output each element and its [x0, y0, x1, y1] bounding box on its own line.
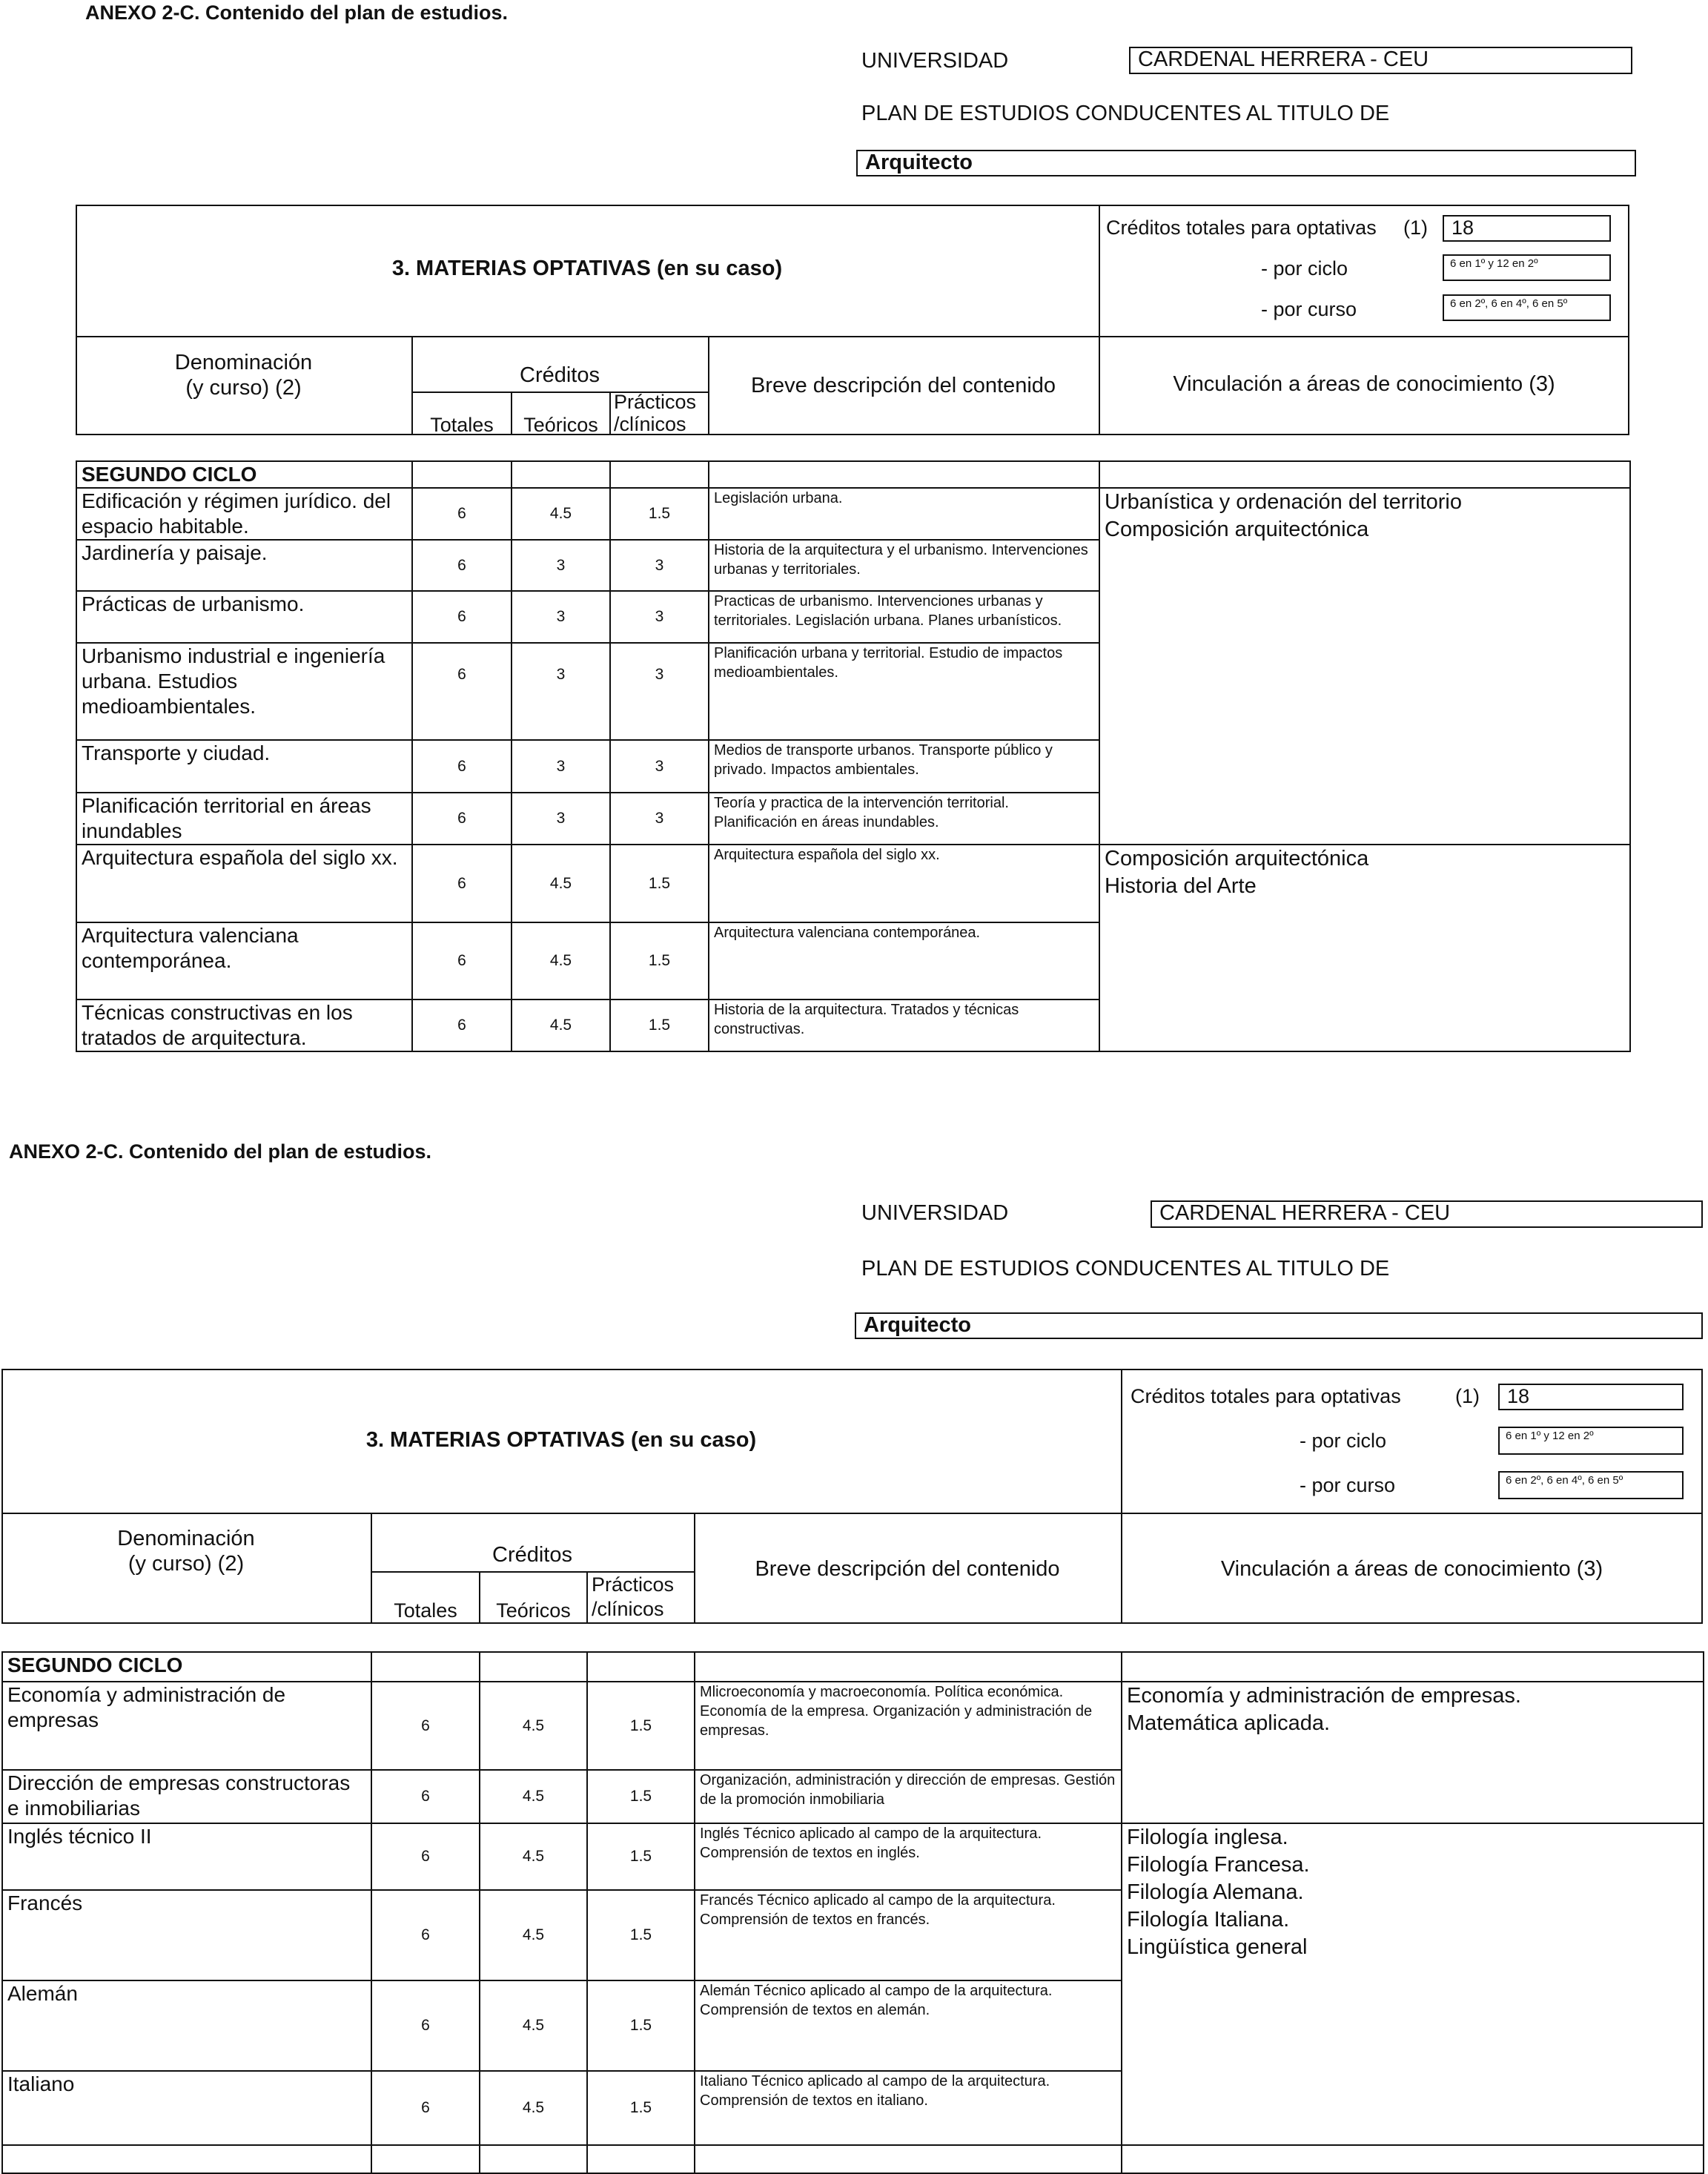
- row-desc: Francés Técnico aplicado al campo de la arquitectura. Comprensión de textos en francés.: [695, 1890, 1122, 1980]
- por-curso-label: - por curso: [1261, 298, 1357, 320]
- row-name: Prácticas de urbanismo.: [76, 591, 412, 643]
- row-teoricos: 3: [512, 591, 610, 643]
- row-desc: Alemán Técnico aplicado al campo de la arquitectura. Comprensión de textos en alemán.: [695, 1980, 1122, 2071]
- row-desc: Practicas de urbanismo. Intervenciones urbanas y territoriales. Legislación urbana. Planes urbanísticos.: [709, 591, 1099, 643]
- area-cell: Economía y administración de empresas. Matemática aplicada.: [1122, 1682, 1704, 1823]
- annex-title: ANEXO 2-C. Contenido del plan de estudios.: [85, 1, 509, 24]
- row-practicos: 1.5: [587, 1682, 695, 1770]
- row-totales: 6: [412, 793, 512, 845]
- row-desc: Mlicroeconomía y macroeconomía. Política económica. Economía de la empresa. Organización y administración de empresas.: [695, 1682, 1122, 1770]
- annex-title: ANEXO 2-C. Contenido del plan de estudios.: [9, 1140, 432, 1163]
- col-totales: Totales: [394, 1599, 457, 1622]
- creditos-totales-label: Créditos totales para optativas: [1131, 1385, 1401, 1407]
- universidad-label: UNIVERSIDAD: [861, 1201, 1009, 1225]
- row-practicos: 1.5: [587, 1980, 695, 2071]
- col-creditos: Créditos: [520, 363, 600, 387]
- row-name: Economía y administración de empresas: [2, 1682, 371, 1770]
- row-desc: Legislación urbana.: [709, 488, 1099, 540]
- row-teoricos: 4.5: [480, 1682, 587, 1770]
- table-row: [2, 1682, 1704, 1770]
- titulo-field: Arquitecto: [855, 1312, 1703, 1339]
- row-name: Arquitectura española del siglo xx.: [76, 845, 412, 922]
- creditos-totales-field: 18: [1498, 1384, 1684, 1410]
- note-1: (1): [1455, 1385, 1480, 1407]
- row-desc: Teoría y practica de la intervención territorial. Planificación en áreas inundables.: [709, 793, 1099, 845]
- universidad-label: UNIVERSIDAD: [861, 49, 1009, 73]
- por-ciclo-field: 6 en 1º y 12 en 2º: [1443, 254, 1611, 281]
- col-teoricos: Teóricos: [496, 1599, 571, 1622]
- row-practicos: 1.5: [610, 1000, 709, 1051]
- universidad-field: CARDENAL HERRERA - CEU: [1129, 47, 1632, 74]
- row-name: Dirección de empresas constructoras e inmobiliarias: [2, 1770, 371, 1823]
- note-1: (1): [1403, 217, 1428, 239]
- row-totales: 6: [371, 2071, 480, 2145]
- row-practicos: 1.5: [587, 1890, 695, 1980]
- row-teoricos: 4.5: [480, 1770, 587, 1823]
- row-name: Urbanismo industrial e ingeniería urbana. Estudios medioambientales.: [76, 643, 412, 740]
- row-teoricos: 4.5: [480, 1980, 587, 2071]
- col-practicos: Prácticos /clínicos: [614, 391, 697, 435]
- row-totales: 6: [412, 591, 512, 643]
- row-totales: 6: [371, 1980, 480, 2071]
- row-totales: 6: [371, 1770, 480, 1823]
- creditos-totales-label: Créditos totales para optativas: [1106, 217, 1377, 239]
- col-denominacion: Denominación (y curso) (2): [174, 351, 313, 400]
- row-practicos: 1.5: [587, 1770, 695, 1823]
- row-name: Edificación y régimen jurídico. del espacio habitable.: [76, 488, 412, 540]
- section-title: 3. MATERIAS OPTATIVAS (en su caso): [391, 257, 783, 280]
- row-practicos: 3: [610, 591, 709, 643]
- row-desc: Italiano Técnico aplicado al campo de la arquitectura. Comprensión de textos en italiano.: [695, 2071, 1122, 2145]
- row-teoricos: 3: [512, 793, 610, 845]
- row-teoricos: 3: [512, 643, 610, 740]
- por-curso-label: - por curso: [1300, 1474, 1396, 1496]
- row-totales: 6: [412, 922, 512, 1000]
- row-totales: 6: [412, 643, 512, 740]
- row-practicos: 3: [610, 643, 709, 740]
- col-descripcion: Breve descripción del contenido: [750, 374, 1056, 397]
- row-name: Alemán: [2, 1980, 371, 2071]
- area-cell: Composición arquitectónica Historia del Arte: [1099, 845, 1630, 1051]
- row-totales: 6: [412, 488, 512, 540]
- row-teoricos: 4.5: [480, 1890, 587, 1980]
- col-denominacion: Denominación (y curso) (2): [117, 1527, 255, 1576]
- table-row: [2, 2145, 1704, 2173]
- row-desc: Medios de transporte urbanos. Transporte público y privado. Impactos ambientales.: [709, 740, 1099, 793]
- ciclo-title: SEGUNDO CICLO: [76, 461, 412, 488]
- col-practicos: Prácticos /clínicos: [592, 1573, 675, 1620]
- universidad-field: CARDENAL HERRERA - CEU: [1151, 1200, 1703, 1228]
- ciclo-row: [2, 1652, 1704, 1682]
- row-totales: 6: [371, 1890, 480, 1980]
- materias-header: [1, 1369, 1703, 1624]
- por-curso-field: 6 en 2º, 6 en 4º, 6 en 5º: [1443, 294, 1611, 321]
- row-practicos: 3: [610, 740, 709, 793]
- row-totales: 6: [371, 1823, 480, 1890]
- table-row: [76, 488, 1630, 540]
- row-name: Italiano: [2, 2071, 371, 2145]
- row-desc: Planificación urbana y territorial. Estudio de impactos medioambientales.: [709, 643, 1099, 740]
- row-teoricos: 3: [512, 740, 610, 793]
- row-practicos: 1.5: [587, 1823, 695, 1890]
- materias-table: [76, 460, 1631, 1052]
- row-name: Planificación territorial en áreas inundables: [76, 793, 412, 845]
- table-row: [2, 1823, 1704, 1890]
- col-teoricos: Teóricos: [523, 414, 598, 436]
- row-teoricos: 4.5: [512, 922, 610, 1000]
- row-desc: Inglés Técnico aplicado al campo de la arquitectura. Comprensión de textos en inglés.: [695, 1823, 1122, 1890]
- row-practicos: 1.5: [610, 488, 709, 540]
- por-ciclo-field: 6 en 1º y 12 en 2º: [1498, 1427, 1684, 1455]
- titulo-field: Arquitecto: [856, 150, 1636, 176]
- por-curso-field: 6 en 2º, 6 en 4º, 6 en 5º: [1498, 1471, 1684, 1499]
- row-teoricos: 4.5: [480, 1823, 587, 1890]
- area-cell: Urbanística y ordenación del territorio Composición arquitectónica: [1099, 488, 1630, 845]
- table-row: [76, 845, 1630, 922]
- row-practicos: 3: [610, 793, 709, 845]
- row-teoricos: 4.5: [512, 1000, 610, 1051]
- row-desc: Historia de la arquitectura y el urbanismo. Intervenciones urbanas y territoriales.: [709, 540, 1099, 591]
- materias-header: [76, 205, 1629, 435]
- row-teoricos: 4.5: [480, 2071, 587, 2145]
- plan-label: PLAN DE ESTUDIOS CONDUCENTES AL TITULO DE: [861, 1257, 1390, 1281]
- row-totales: 6: [412, 540, 512, 591]
- plan-label: PLAN DE ESTUDIOS CONDUCENTES AL TITULO DE: [861, 102, 1390, 125]
- col-vinculacion: Vinculación a áreas de conocimiento (3): [1173, 372, 1555, 396]
- ciclo-title: SEGUNDO CICLO: [2, 1652, 371, 1682]
- row-name: Jardinería y paisaje.: [76, 540, 412, 591]
- row-teoricos: 4.5: [512, 845, 610, 922]
- row-name: Inglés técnico II: [2, 1823, 371, 1890]
- col-totales: Totales: [430, 414, 494, 436]
- area-cell: Filología inglesa. Filología Francesa. Filología Alemana. Filología Italiana. Lingüística general: [1122, 1823, 1704, 2145]
- row-practicos: 1.5: [610, 845, 709, 922]
- row-desc: Historia de la arquitectura. Tratados y técnicas constructivas.: [709, 1000, 1099, 1051]
- row-desc: Arquitectura valenciana contemporánea.: [709, 922, 1099, 1000]
- row-practicos: 1.5: [610, 922, 709, 1000]
- row-name: Transporte y ciudad.: [76, 740, 412, 793]
- row-desc: Arquitectura española del siglo xx.: [709, 845, 1099, 922]
- row-practicos: 1.5: [587, 2071, 695, 2145]
- row-name: Arquitectura valenciana contemporánea.: [76, 922, 412, 1000]
- row-desc: Organización, administración y dirección de empresas. Gestión de la promoción inmobiliaria: [695, 1770, 1122, 1823]
- row-totales: 6: [412, 740, 512, 793]
- section-title: 3. MATERIAS OPTATIVAS (en su caso): [365, 1428, 757, 1452]
- row-totales: 6: [371, 1682, 480, 1770]
- row-name: Francés: [2, 1890, 371, 1980]
- row-teoricos: 4.5: [512, 488, 610, 540]
- row-name: Técnicas constructivas en los tratados de arquitectura.: [76, 1000, 412, 1051]
- ciclo-row: [76, 461, 1630, 488]
- col-creditos: Créditos: [492, 1543, 572, 1567]
- row-practicos: 3: [610, 540, 709, 591]
- row-totales: 6: [412, 845, 512, 922]
- creditos-totales-field: 18: [1443, 215, 1611, 242]
- col-descripcion: Breve descripción del contenido: [755, 1557, 1060, 1581]
- materias-table: [1, 1651, 1704, 2174]
- por-ciclo-label: - por ciclo: [1261, 257, 1348, 280]
- por-ciclo-label: - por ciclo: [1300, 1430, 1387, 1452]
- col-vinculacion: Vinculación a áreas de conocimiento (3): [1220, 1557, 1603, 1581]
- row-teoricos: 3: [512, 540, 610, 591]
- row-totales: 6: [412, 1000, 512, 1051]
